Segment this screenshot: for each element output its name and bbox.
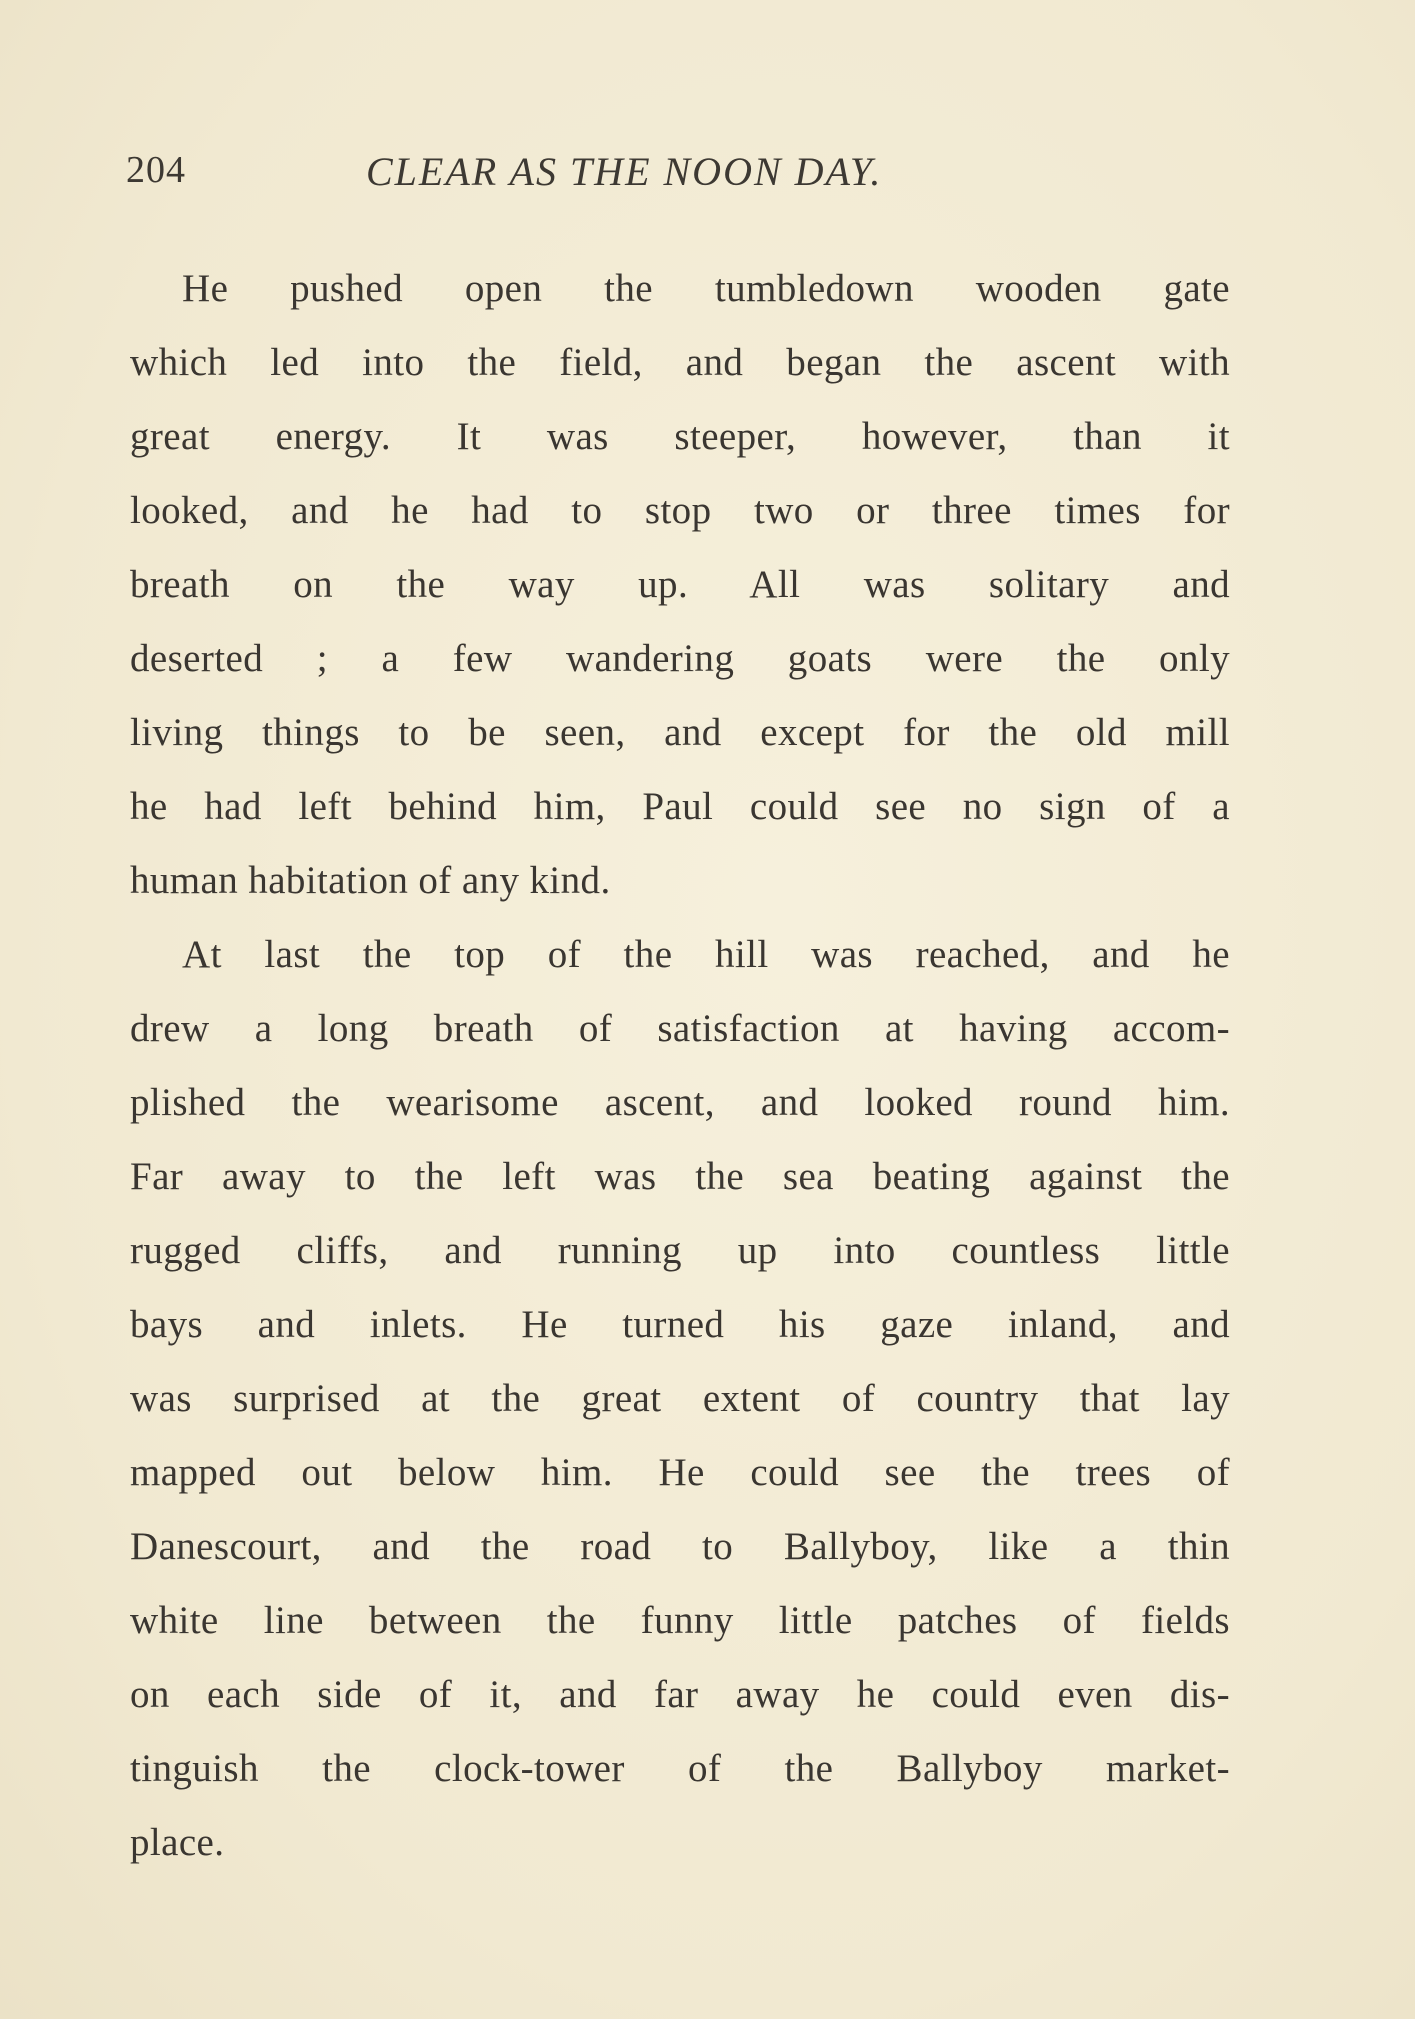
text-line: great energy. It was steeper, however, than it	[130, 415, 1230, 458]
text-line: rugged cliffs, and running up into countless little	[130, 1229, 1230, 1272]
text-line: breath on the way up. All was solitary and	[130, 563, 1230, 606]
paragraph-2	[130, 918, 1230, 1880]
text-line: mapped out below him. He could see the trees of	[130, 1451, 1230, 1494]
text-line: human habitation of any kind.	[130, 859, 611, 902]
text-line: living things to be seen, and except for the old mill	[130, 711, 1230, 754]
text-line: deserted ; a few wandering goats were the only	[130, 637, 1230, 680]
text-line: was surprised at the great extent of country that lay	[130, 1377, 1230, 1420]
page-number: 204	[126, 149, 186, 191]
text-line: He pushed open the tumbledown wooden gate	[182, 267, 1230, 310]
text-line: Far away to the left was the sea beating against the	[130, 1155, 1230, 1198]
text-line: Danescourt, and the road to Ballyboy, like a thin	[130, 1525, 1230, 1568]
text-line: At last the top of the hill was reached, and he	[182, 933, 1230, 976]
page-header	[126, 148, 1226, 198]
text-line: drew a long breath of satisfaction at having accom-	[130, 1007, 1230, 1050]
text-line: bays and inlets. He turned his gaze inland, and	[130, 1303, 1230, 1346]
text-line: he had left behind him, Paul could see no sign of a	[130, 785, 1230, 828]
paragraph-1	[130, 252, 1230, 918]
text-line: looked, and he had to stop two or three times for	[130, 489, 1230, 532]
text-line: plished the wearisome ascent, and looked round him.	[130, 1081, 1230, 1124]
running-title: CLEAR AS THE NOON DAY.	[366, 149, 883, 194]
text-line: on each side of it, and far away he could even dis-	[130, 1673, 1230, 1716]
text-line: which led into the field, and began the ascent with	[130, 341, 1230, 384]
text-line: white line between the funny little patches of fields	[130, 1599, 1230, 1642]
body-text	[130, 252, 1230, 1880]
text-line: tinguish the clock-tower of the Ballyboy market-	[130, 1747, 1230, 1790]
text-line: place.	[130, 1821, 225, 1864]
